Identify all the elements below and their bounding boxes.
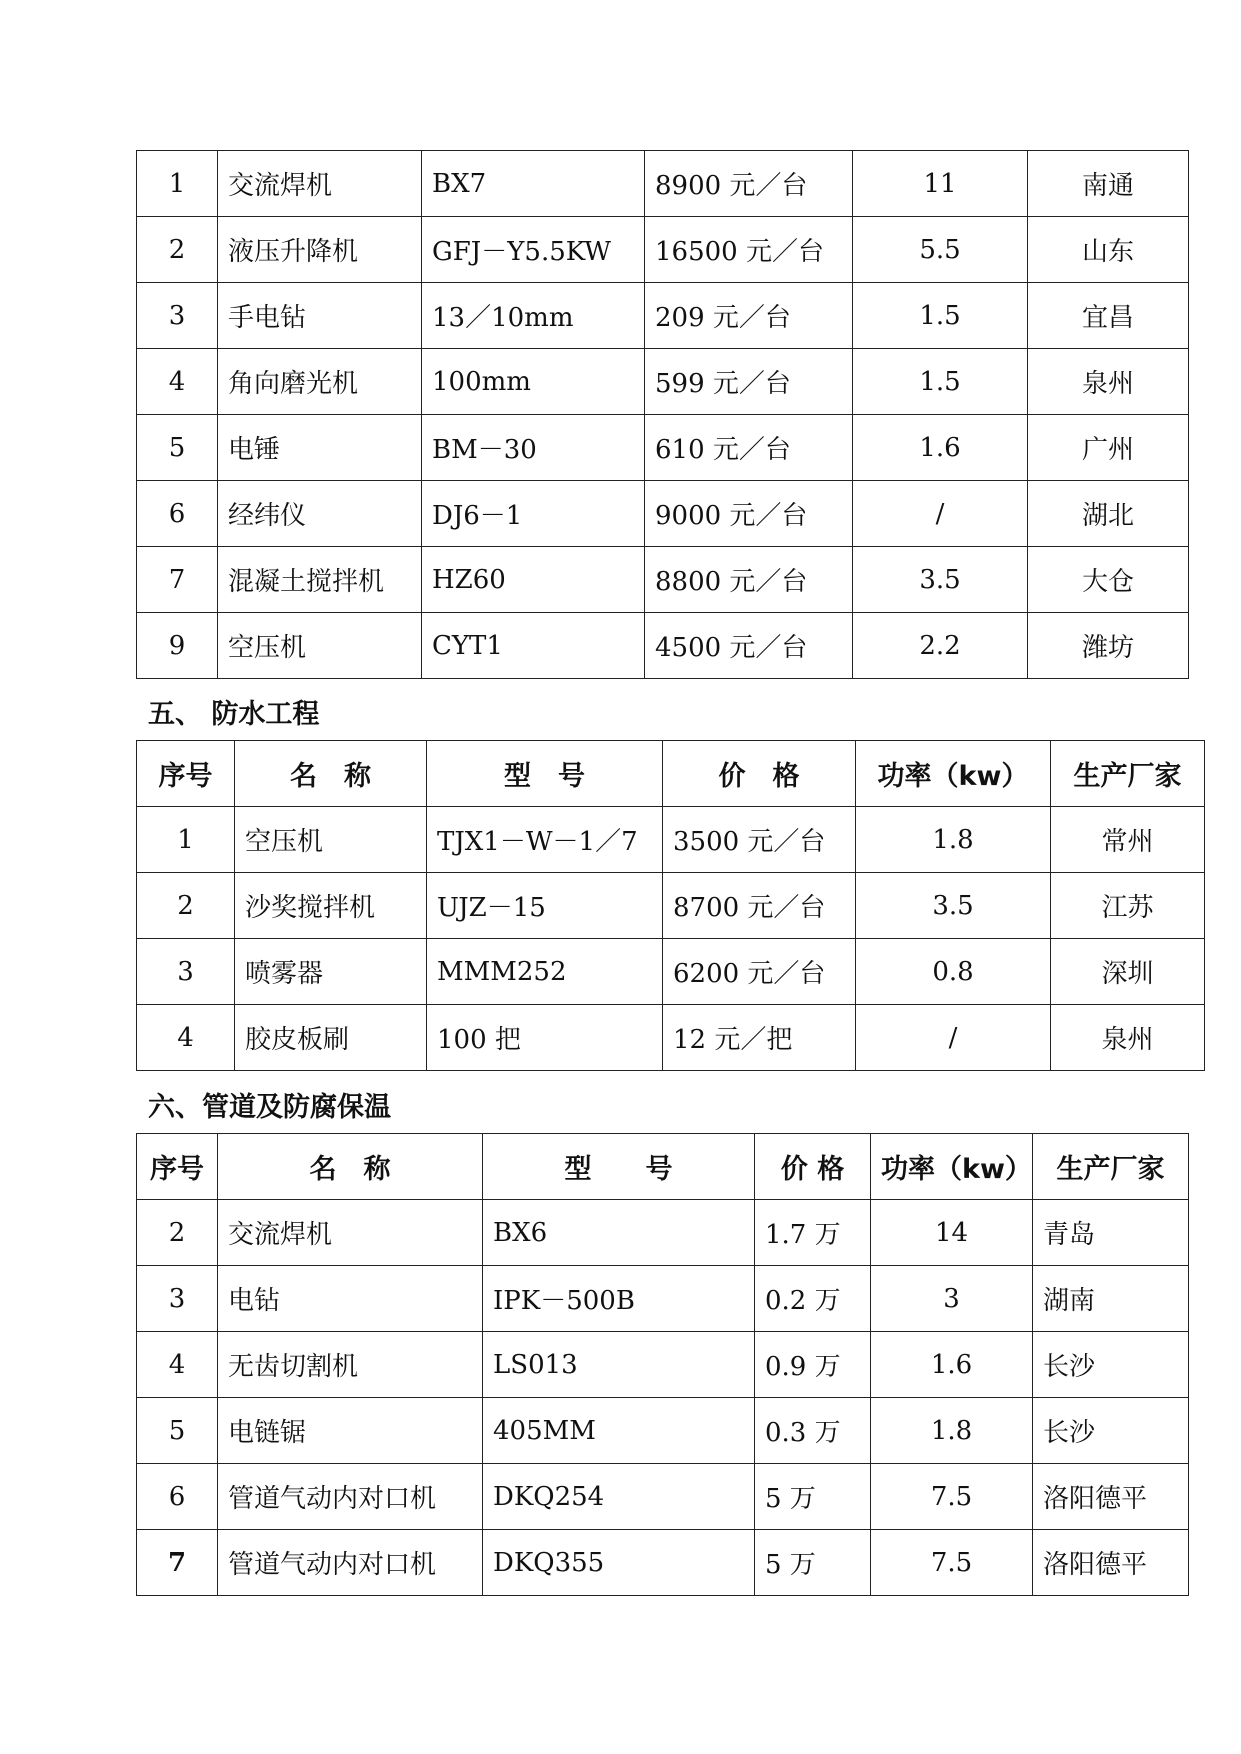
table-cell: 100mm — [422, 349, 645, 415]
column-header: 生产厂家 — [1051, 741, 1205, 807]
table-cell: BX6 — [483, 1200, 755, 1266]
table-cell: 1.5 — [853, 283, 1028, 349]
table-cell: 5.5 — [853, 217, 1028, 283]
table-cell: 8800 元／台 — [645, 547, 853, 613]
table-cell: 599 元／台 — [645, 349, 853, 415]
table-cell: DJ6－1 — [422, 481, 645, 547]
table-cell: / — [856, 1005, 1051, 1071]
table-cell: 湖南 — [1033, 1266, 1189, 1332]
table-cell: 7.5 — [871, 1464, 1033, 1530]
table-cell: 1.6 — [853, 415, 1028, 481]
column-header: 型 号 — [427, 741, 663, 807]
table-cell: 8700 元／台 — [663, 873, 856, 939]
waterproofing-table-header — [137, 741, 1205, 807]
table-cell: 209 元／台 — [645, 283, 853, 349]
table-cell: 空压机 — [235, 807, 427, 873]
table-cell: 0.2 万 — [755, 1266, 871, 1332]
table-cell: 11 — [853, 151, 1028, 217]
column-header: 序号 — [137, 741, 235, 807]
table-cell: 长沙 — [1033, 1398, 1189, 1464]
table-cell: 泉州 — [1051, 1005, 1205, 1071]
table-cell: 宜昌 — [1028, 283, 1189, 349]
waterproofing-table — [136, 740, 1205, 1071]
table-cell: 南通 — [1028, 151, 1189, 217]
table-row — [137, 807, 1205, 873]
table-cell: 1 — [137, 151, 218, 217]
table-cell: 6 — [137, 1464, 218, 1530]
table-row — [137, 547, 1189, 613]
pipeline-table-header — [137, 1134, 1189, 1200]
table-cell: DKQ254 — [483, 1464, 755, 1530]
table-cell: DKQ355 — [483, 1530, 755, 1596]
table-cell: 3.5 — [856, 873, 1051, 939]
table-cell: 8900 元／台 — [645, 151, 853, 217]
table-cell: 1 — [137, 807, 235, 873]
table-cell: 0.9 万 — [755, 1332, 871, 1398]
table-row — [137, 873, 1205, 939]
table-cell: 7.5 — [871, 1530, 1033, 1596]
table-cell: 广州 — [1028, 415, 1189, 481]
table-cell: 0.3 万 — [755, 1398, 871, 1464]
table-cell: 喷雾器 — [235, 939, 427, 1005]
table-cell: 2.2 — [853, 613, 1028, 679]
table-cell: GFJ－Y5.5KW — [422, 217, 645, 283]
table-row — [137, 939, 1205, 1005]
table-cell: 3 — [137, 939, 235, 1005]
column-header: 价 格 — [663, 741, 856, 807]
table-cell: 3.5 — [853, 547, 1028, 613]
header-row — [137, 741, 1205, 807]
table-row — [137, 217, 1189, 283]
table-row — [137, 1530, 1189, 1596]
table-row — [137, 481, 1189, 547]
table-cell: 大仓 — [1028, 547, 1189, 613]
table-cell: 100 把 — [427, 1005, 663, 1071]
column-header: 名 称 — [235, 741, 427, 807]
table-cell: HZ60 — [422, 547, 645, 613]
table-row — [137, 1332, 1189, 1398]
table-cell: 电锤 — [218, 415, 422, 481]
table-cell: 深圳 — [1051, 939, 1205, 1005]
table-cell: 泉州 — [1028, 349, 1189, 415]
table-cell: 4500 元／台 — [645, 613, 853, 679]
table-row — [137, 151, 1189, 217]
table-cell: 14 — [871, 1200, 1033, 1266]
table-cell: 3500 元／台 — [663, 807, 856, 873]
table-cell: 空压机 — [218, 613, 422, 679]
table-cell: 胶皮板刷 — [235, 1005, 427, 1071]
section-heading-waterproofing: 五、 防水工程 — [148, 699, 320, 730]
table-cell: 江苏 — [1051, 873, 1205, 939]
column-header: 功率（kw） — [871, 1134, 1033, 1200]
table-cell: 0.8 — [856, 939, 1051, 1005]
table-cell: 7 — [137, 1530, 218, 1596]
table-cell: 山东 — [1028, 217, 1189, 283]
table-cell: 9000 元／台 — [645, 481, 853, 547]
header-row — [137, 1134, 1189, 1200]
table-cell: 3 — [871, 1266, 1033, 1332]
table-cell: 角向磨光机 — [218, 349, 422, 415]
table-cell: 潍坊 — [1028, 613, 1189, 679]
table-row — [137, 613, 1189, 679]
table-cell: LS013 — [483, 1332, 755, 1398]
table-cell: 1.7 万 — [755, 1200, 871, 1266]
column-header: 功率（kw） — [856, 741, 1051, 807]
table-cell: 3 — [137, 283, 218, 349]
table-cell: 电链锯 — [218, 1398, 483, 1464]
table-cell: 2 — [137, 1200, 218, 1266]
table-cell: 沙奖搅拌机 — [235, 873, 427, 939]
table-cell: UJZ－15 — [427, 873, 663, 939]
table-cell: 13／10mm — [422, 283, 645, 349]
table-cell: 5 万 — [755, 1530, 871, 1596]
table-cell: 5 万 — [755, 1464, 871, 1530]
table-row — [137, 1464, 1189, 1530]
table-cell: 7 — [137, 547, 218, 613]
table-row — [137, 1005, 1205, 1071]
table-cell: 无齿切割机 — [218, 1332, 483, 1398]
table-cell: 手电钻 — [218, 283, 422, 349]
table-cell: 4 — [137, 1332, 218, 1398]
table-row — [137, 1266, 1189, 1332]
table-cell: 16500 元／台 — [645, 217, 853, 283]
table-cell: 9 — [137, 613, 218, 679]
table-cell: 交流焊机 — [218, 151, 422, 217]
pipeline-table-body — [137, 1200, 1189, 1596]
table-cell: 2 — [137, 217, 218, 283]
table-cell: BX7 — [422, 151, 645, 217]
table-cell: 3 — [137, 1266, 218, 1332]
table-cell: 4 — [137, 1005, 235, 1071]
table-cell: 12 元／把 — [663, 1005, 856, 1071]
column-header: 名 称 — [218, 1134, 483, 1200]
table-cell: 405MM — [483, 1398, 755, 1464]
table-cell: 1.5 — [853, 349, 1028, 415]
table-cell: CYT1 — [422, 613, 645, 679]
table-cell: 常州 — [1051, 807, 1205, 873]
table-row — [137, 1398, 1189, 1464]
table-cell: 液压升降机 — [218, 217, 422, 283]
section-heading-pipeline: 六、管道及防腐保温 — [148, 1092, 391, 1123]
table-row — [137, 415, 1189, 481]
table-cell: 交流焊机 — [218, 1200, 483, 1266]
table-cell: 管道气动内对口机 — [218, 1464, 483, 1530]
table-cell: 5 — [137, 1398, 218, 1464]
table-cell: 电钻 — [218, 1266, 483, 1332]
table-cell: 青岛 — [1033, 1200, 1189, 1266]
table-cell: 经纬仪 — [218, 481, 422, 547]
column-header: 型 号 — [483, 1134, 755, 1200]
equipment-table-continued — [136, 150, 1189, 679]
table-cell: 1.8 — [856, 807, 1051, 873]
table-cell: 2 — [137, 873, 235, 939]
table-cell: 管道气动内对口机 — [218, 1530, 483, 1596]
table-cell: 6200 元／台 — [663, 939, 856, 1005]
table-cell: 混凝土搅拌机 — [218, 547, 422, 613]
table-row — [137, 1200, 1189, 1266]
column-header: 序号 — [137, 1134, 218, 1200]
table-cell: 4 — [137, 349, 218, 415]
table-cell: 洛阳德平 — [1033, 1530, 1189, 1596]
column-header: 生产厂家 — [1033, 1134, 1189, 1200]
table1-body — [137, 151, 1189, 679]
table-cell: IPK－500B — [483, 1266, 755, 1332]
table-row — [137, 349, 1189, 415]
table-cell: 长沙 — [1033, 1332, 1189, 1398]
table-cell: 5 — [137, 415, 218, 481]
table-cell: MMM252 — [427, 939, 663, 1005]
table-cell: 1.8 — [871, 1398, 1033, 1464]
table-cell: 6 — [137, 481, 218, 547]
table-cell: BM－30 — [422, 415, 645, 481]
column-header: 价 格 — [755, 1134, 871, 1200]
table-cell: 1.6 — [871, 1332, 1033, 1398]
table-cell: / — [853, 481, 1028, 547]
table-cell: TJX1－W－1／7 — [427, 807, 663, 873]
table-cell: 610 元／台 — [645, 415, 853, 481]
table-row — [137, 283, 1189, 349]
pipeline-table — [136, 1133, 1189, 1596]
table-cell: 洛阳德平 — [1033, 1464, 1189, 1530]
table-cell: 湖北 — [1028, 481, 1189, 547]
waterproofing-table-body — [137, 807, 1205, 1071]
